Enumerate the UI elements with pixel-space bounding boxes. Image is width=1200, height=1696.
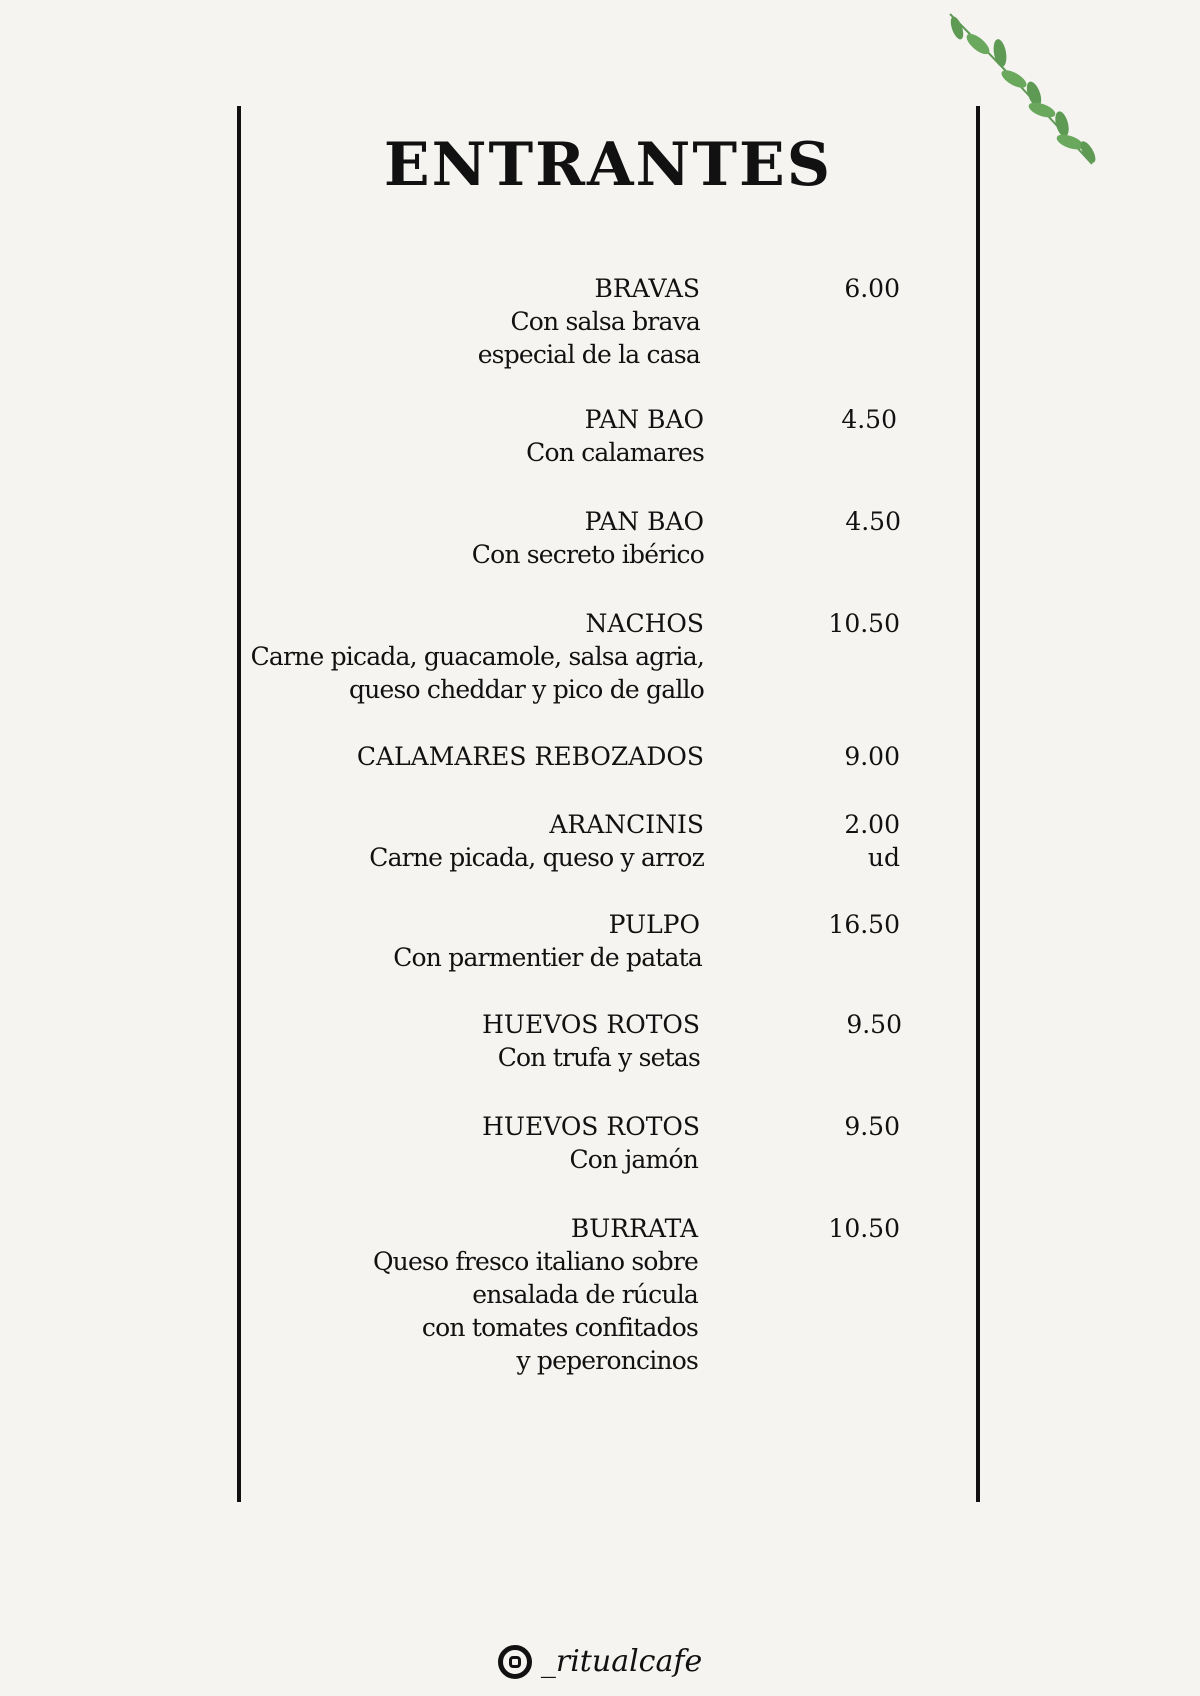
page-title: ENTRANTES bbox=[383, 130, 833, 200]
item-description: Con parmentier de patata bbox=[393, 943, 702, 972]
item-name: BURRATA bbox=[570, 1214, 698, 1243]
item-name: PULPO bbox=[608, 910, 700, 939]
item-name: ARANCINIS bbox=[549, 810, 704, 839]
item-name: PAN BAO bbox=[584, 405, 704, 434]
item-description: Con jamón bbox=[569, 1145, 698, 1174]
item-description: Con calamares bbox=[526, 438, 704, 467]
instagram-icon[interactable] bbox=[498, 1645, 532, 1679]
item-price: 9.00 bbox=[844, 742, 900, 771]
item-description: Queso fresco italiano sobre ensalada de rúcula con tomates confitados y peperoncinos bbox=[372, 1247, 698, 1375]
item-price: 4.50 bbox=[845, 507, 901, 536]
item-description: Carne picada, queso y arroz bbox=[369, 843, 704, 872]
right-border-line bbox=[976, 106, 980, 1502]
instagram-handle[interactable]: _ritualcafe bbox=[540, 1644, 703, 1679]
item-price: 6.00 bbox=[844, 274, 900, 303]
item-description: Con salsa brava especial de la casa bbox=[477, 307, 700, 369]
item-price: 10.50 bbox=[828, 1214, 900, 1243]
item-price: 9.50 bbox=[846, 1010, 902, 1039]
item-description: Carne picada, guacamole, salsa agria, queso cheddar y pico de gallo bbox=[250, 642, 704, 704]
social-footer bbox=[0, 1644, 1200, 1688]
item-name: PAN BAO bbox=[584, 507, 704, 536]
item-price: 10.50 bbox=[828, 609, 900, 638]
item-name: HUEVOS ROTOS bbox=[482, 1112, 700, 1141]
item-name: NACHOS bbox=[585, 609, 704, 638]
item-description: Con trufa y setas bbox=[497, 1043, 700, 1072]
item-name: CALAMARES REBOZADOS bbox=[356, 742, 704, 771]
item-price: 4.50 bbox=[841, 405, 897, 434]
item-price: 9.50 bbox=[844, 1112, 900, 1141]
item-price: 16.50 bbox=[828, 910, 900, 939]
item-name: BRAVAS bbox=[594, 274, 700, 303]
left-border-line bbox=[237, 106, 241, 1502]
item-description: Con secreto ibérico bbox=[471, 540, 704, 569]
item-name: HUEVOS ROTOS bbox=[482, 1010, 700, 1039]
item-price: 2.00 ud bbox=[844, 810, 900, 872]
